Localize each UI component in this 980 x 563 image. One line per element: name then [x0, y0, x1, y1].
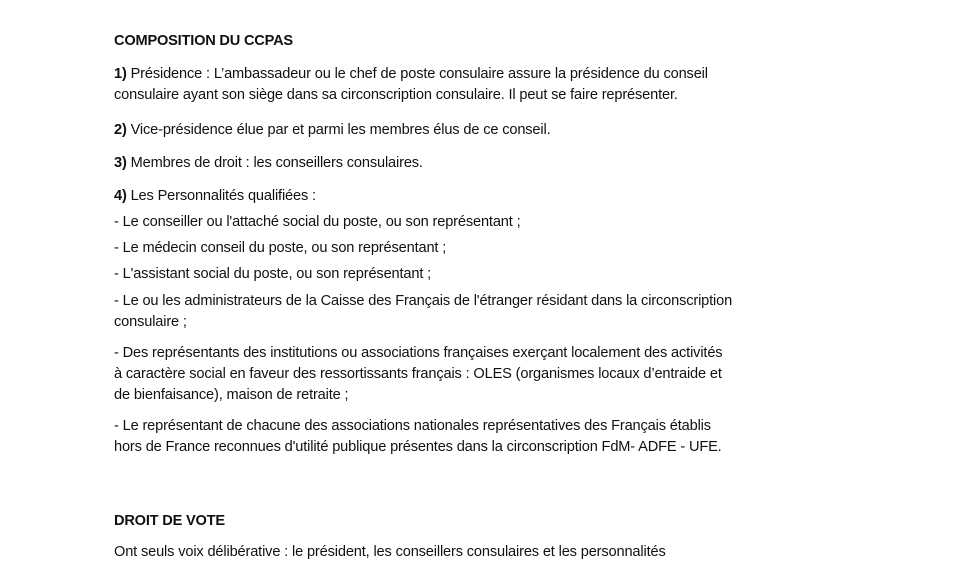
section-heading-composition [114, 31, 874, 52]
item-number: 3) [114, 155, 127, 171]
item-line [114, 186, 874, 207]
partial-paragraph [114, 542, 874, 563]
bullet-text: consulaire ; [114, 314, 187, 330]
paragraph-text: Ont seuls voix délibérative : le président, les conseillers consulaires et les personnalités [114, 544, 666, 560]
item-text: Présidence : L’ambassadeur ou le chef de poste consulaire assure la présidence du conseil [126, 66, 708, 82]
item-presidence [114, 64, 874, 106]
bullet-text: à caractère social en faveur des ressortissants français : OLES (organismes locaux d’entraide et [114, 366, 722, 382]
bullet-text: - Le conseiller ou l'attaché social du poste, ou son représentant ; [114, 214, 521, 230]
item-text: Vice-présidence élue par et parmi les membres élus de ce conseil. [126, 122, 551, 138]
item-number: 1) [114, 66, 127, 82]
item-line [114, 120, 874, 141]
bullet-medecin-conseil [114, 238, 874, 259]
section-heading-text: DROIT DE VOTE [114, 513, 225, 529]
item-personnalites-qualifiees [114, 186, 874, 207]
bullet-administrateurs-cfe [114, 291, 874, 333]
item-vice-presidence [114, 120, 874, 141]
item-line [114, 153, 874, 174]
bullet-text: - Des représentants des institutions ou associations françaises exerçant localement des activités [114, 345, 723, 361]
section-heading-droit-de-vote [114, 511, 874, 532]
bullet-conseiller-social [114, 212, 874, 233]
item-number: 2) [114, 122, 127, 138]
section-heading-text: COMPOSITION DU CCPAS [114, 33, 293, 49]
bullet-text: - Le ou les administrateurs de la Caisse des Français de l'étranger résidant dans la circonscription [114, 293, 733, 309]
item-line [114, 64, 874, 85]
bullet-representants-institutions [114, 343, 874, 406]
item-number: 4) [114, 188, 127, 204]
bullet-text: - Le représentant de chacune des associations nationales représentatives des Français établis [114, 418, 711, 434]
bullet-associations-nationales [114, 416, 874, 458]
item-membres-de-droit [114, 153, 874, 174]
item-text: Membres de droit : les conseillers consulaires. [126, 155, 423, 171]
item-text: Les Personnalités qualifiées : [126, 188, 316, 204]
bullet-text: - Le médecin conseil du poste, ou son représentant ; [114, 240, 447, 256]
item-text: consulaire ayant son siège dans sa circonscription consulaire. Il peut se faire représenter. [114, 87, 678, 103]
bullet-text: - L'assistant social du poste, ou son représentant ; [114, 266, 432, 282]
bullet-assistant-social [114, 264, 874, 285]
bullet-text: hors de France reconnues d'utilité publique présentes dans la circonscription FdM- ADFE - UFE. [114, 439, 722, 455]
bullet-text: de bienfaisance), maison de retraite ; [114, 387, 349, 403]
